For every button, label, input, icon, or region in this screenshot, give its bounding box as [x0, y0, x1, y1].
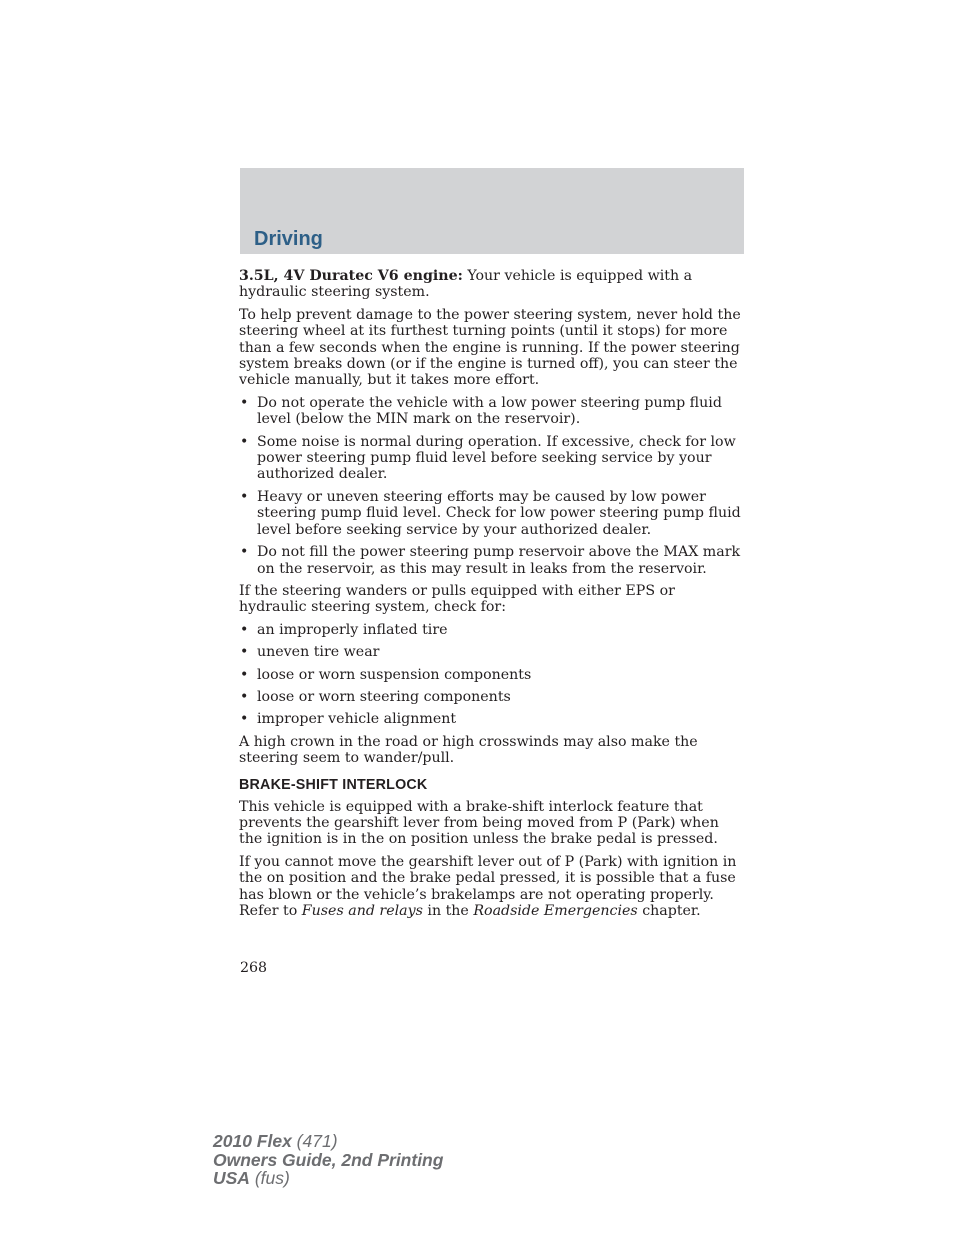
list-item: • loose or worn suspension components — [239, 667, 745, 683]
page-number: 268 — [240, 960, 268, 976]
footer-line-2: Owners Guide, 2nd Printing — [213, 1149, 444, 1170]
footer-line-1 — [213, 1132, 443, 1151]
check-bullet-list — [239, 622, 745, 728]
list-item: • improper vehicle alignment — [239, 711, 745, 727]
fluid-bullet-list — [239, 395, 745, 577]
footer-model-code: (471) — [291, 1131, 338, 1151]
list-item: • uneven tire wear — [239, 644, 745, 660]
list-item: • Do not fill the power steering pump reservoir above the MAX mark on the reservoir, as this may result in leaks from the reservoir. — [239, 544, 745, 577]
list-item: • an improperly inflated tire — [239, 622, 745, 638]
brake-shift-paragraph-1: This vehicle is equipped with a brake-shift interlock feature that prevents the gearshift lever from being moved from P (Park) when the ignition is in the on position unless the brake pedal is pressed. — [239, 798, 719, 848]
intro-text: Your vehicle is equipped with a hydraulic steering system. — [239, 268, 693, 301]
section-title: Driving — [254, 228, 323, 250]
brake-shift-paragraph-2 — [239, 854, 745, 920]
brake-shift-heading: BRAKE-SHIFT INTERLOCK — [239, 776, 428, 793]
wander-paragraph: If the steering wanders or pulls equipped with either EPS or hydraulic steering system, check for: — [239, 582, 675, 616]
roadside-reference: Roadside Emergencies — [473, 903, 638, 919]
footer-model: 2010 Flex — [213, 1131, 292, 1151]
document-footer — [213, 1132, 443, 1188]
list-item: • Heavy or uneven steering efforts may be caused by low power steering pump fluid level. Check for low power steering pump fluid level before seeking service by your authorized dealer. — [239, 489, 745, 538]
footer-market-code: (fus) — [249, 1168, 290, 1188]
brake-shift-text: If you cannot move the gearshift lever out of P (Park) with ignition in the on position and the brake pedal pressed, it is possible that a fuse has blown or the vehicle’s brakelamps are not operating properly. Refer to — [239, 853, 737, 919]
fuses-reference: Fuses and relays — [301, 903, 423, 919]
list-item: • Do not operate the vehicle with a low power steering pump fluid level (below the MIN mark on the reservoir). — [239, 395, 745, 428]
engine-label: 3.5L, 4V Duratec V6 engine: — [239, 268, 463, 284]
page-content — [239, 268, 745, 925]
crown-paragraph: A high crown in the road or high crosswinds may also make the steering seem to wander/pull. — [239, 733, 698, 767]
intro-paragraph — [239, 268, 745, 301]
footer-market: USA — [213, 1168, 250, 1188]
brake-shift-text-end: chapter. — [637, 903, 701, 919]
section-header-band — [240, 168, 744, 254]
footer-line-3 — [213, 1169, 443, 1188]
damage-paragraph: To help prevent damage to the power steering system, never hold the steering wheel at its furthest turning points (until it stops) for more than a few seconds when the engine is running. If the power steering system breaks down (or if the engine is turned off), you can steer the vehicle manually, but it takes more effort. — [239, 306, 741, 389]
list-item: • Some noise is normal during operation. If excessive, check for low power steering pump fluid level before seeking service by your authorized dealer. — [239, 434, 745, 483]
brake-shift-text-mid: in the — [422, 903, 474, 919]
list-item: • loose or worn steering components — [239, 689, 745, 705]
